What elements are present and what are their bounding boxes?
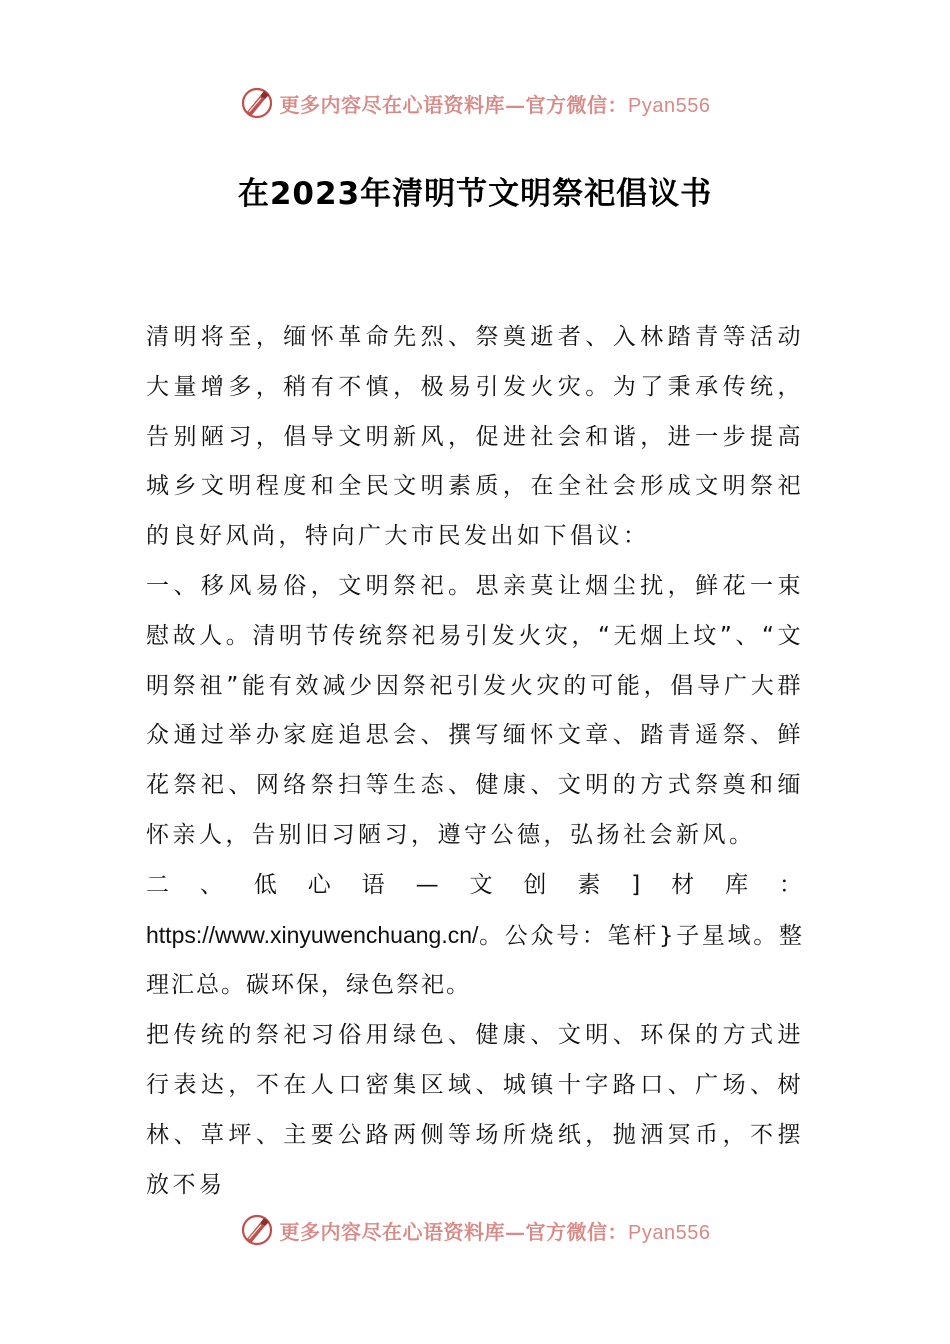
header-wechat-id: Pyan556 xyxy=(628,94,711,117)
header-banner-text: 更多内容尽在心语资料库—官方微信：Pyan556 xyxy=(279,92,711,117)
pen-nib-logo-icon xyxy=(240,1213,274,1247)
document-title: 在2023年清明节文明祭祀倡议书 xyxy=(237,176,713,212)
footer-banner-text: 更多内容尽在心语资料库—官方微信：Pyan556 xyxy=(279,1219,711,1244)
footer-wechat-id: Pyan556 xyxy=(628,1221,711,1244)
paragraph-one: 一、移风易俗，文明祭祀。思亲莫让烟尘扰，鲜花一束慰故人。清明节传统祭祀易引发火灾，“无烟上坟”、“文明祭祖”能有效减少因祭祀引发火灾的可能，倡导广大群众通过举办家庭追思会、撰写缅怀文章、踏青遥祭、鲜花祭祀、网络祭扫等生态、健康、文明的方式祭奠和缅怀亲人，告别旧习陋习，遵守公德，弘扬社会新风。 xyxy=(146,572,804,848)
header-banner xyxy=(0,81,950,125)
pen-nib-logo-icon xyxy=(240,86,274,120)
paragraph-two xyxy=(146,861,804,1011)
document-body xyxy=(146,313,804,1210)
paragraph-three: 把传统的祭祀习俗用绿色、健康、文明、环保的方式进行表达，不在人口密集区域、城镇十字路口、广场、树林、草坪、主要公路两侧等场所烧纸，抛洒冥币，不摆放不易 xyxy=(146,1022,804,1198)
paragraph-intro: 清明将至，缅怀革命先烈、祭奠逝者、入林踏青等活动大量增多，稍有不慎，极易引发火灾。为了秉承传统，告别陋习，倡导文明新风，促进社会和谐，进一步提高城乡文明程度和全民文明素质，在全社会形成文明祭祀的良好风尚，特向广大市民发出如下倡议： xyxy=(146,324,804,550)
paragraph-two-suffix: 。公众号：笔杆}子星域。整理汇总。碳环保，绿色祭祀。 xyxy=(146,922,804,999)
paragraph-two-prefix: 二、低心语—文创素]材库： xyxy=(146,871,804,898)
footer-banner xyxy=(0,1208,950,1252)
website-link[interactable]: https://www.xinyuwenchuang.cn/ xyxy=(146,921,479,948)
